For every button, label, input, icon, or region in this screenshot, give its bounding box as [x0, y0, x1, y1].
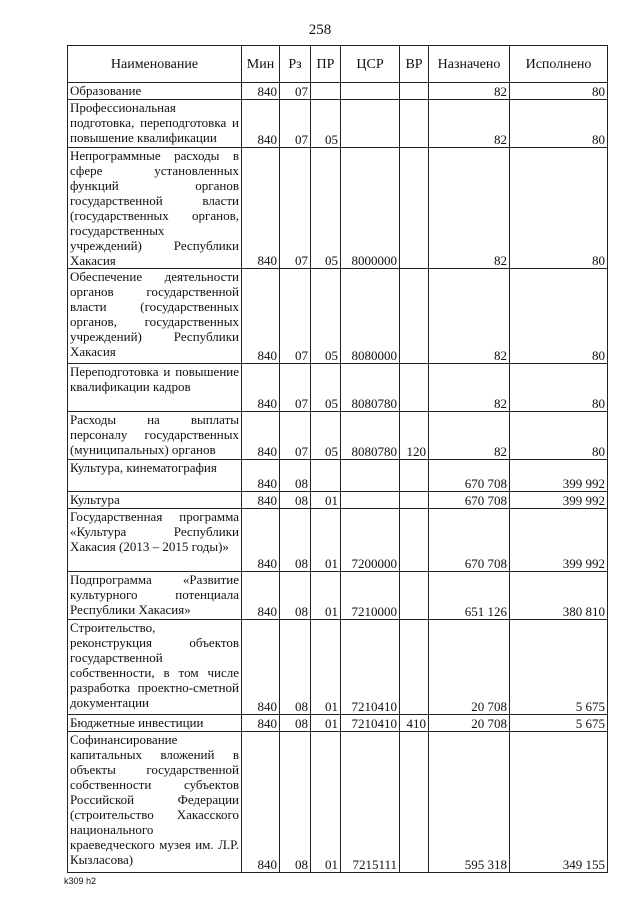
row-name: Культура [68, 492, 242, 509]
footer-code: k309 h2 [64, 876, 97, 886]
row-vr [400, 492, 429, 509]
row-min: 840 [242, 364, 280, 412]
table-row [68, 460, 608, 492]
table-row [68, 269, 608, 364]
row-assigned: 670 708 [429, 509, 510, 572]
row-name: Государственная программа «Культура Республики Хакасия (2013 – 2015 годы)» [68, 509, 242, 572]
row-assigned: 82 [429, 412, 510, 460]
row-assigned: 20 708 [429, 715, 510, 732]
row-name: Непрограммные расходы в сфере установленных функций органов государственной власти (государственных органов, государственных учреждений) Республики Хакасия [68, 148, 242, 269]
row-executed: 80 [510, 148, 608, 269]
row-csr [341, 100, 400, 148]
row-rz: 07 [280, 148, 311, 269]
row-assigned: 82 [429, 148, 510, 269]
row-vr [400, 148, 429, 269]
row-executed: 349 155 [510, 732, 608, 873]
row-rz: 08 [280, 509, 311, 572]
header-name: Наименование [68, 46, 242, 83]
row-name: Расходы на выплаты персоналу государственных (муниципальных) органов [68, 412, 242, 460]
row-name: Образование [68, 83, 242, 100]
table-row [68, 148, 608, 269]
row-name: Профессиональная подготовка, переподготовка и повышение квалификации [68, 100, 242, 148]
row-pr: 05 [311, 269, 341, 364]
table-row [68, 715, 608, 732]
row-assigned: 670 708 [429, 492, 510, 509]
row-vr [400, 509, 429, 572]
row-min: 840 [242, 492, 280, 509]
row-pr: 01 [311, 620, 341, 715]
row-rz: 07 [280, 269, 311, 364]
row-vr [400, 100, 429, 148]
table-row [68, 364, 608, 412]
row-min: 840 [242, 460, 280, 492]
row-csr: 7215111 [341, 732, 400, 873]
row-vr [400, 572, 429, 620]
row-executed: 5 675 [510, 620, 608, 715]
header-pr: ПР [311, 46, 341, 83]
row-min: 840 [242, 100, 280, 148]
row-vr [400, 269, 429, 364]
row-pr [311, 83, 341, 100]
row-rz: 08 [280, 572, 311, 620]
row-assigned: 82 [429, 364, 510, 412]
row-executed: 5 675 [510, 715, 608, 732]
header-csr: ЦСР [341, 46, 400, 83]
row-csr: 7200000 [341, 509, 400, 572]
row-pr: 01 [311, 732, 341, 873]
row-min: 840 [242, 732, 280, 873]
row-executed: 80 [510, 83, 608, 100]
row-vr: 410 [400, 715, 429, 732]
row-csr: 8080780 [341, 412, 400, 460]
row-pr: 01 [311, 715, 341, 732]
header-min: Мин [242, 46, 280, 83]
row-executed: 399 992 [510, 492, 608, 509]
header-vr: ВР [400, 46, 429, 83]
row-pr: 05 [311, 364, 341, 412]
table-row [68, 412, 608, 460]
row-min: 840 [242, 572, 280, 620]
row-executed: 399 992 [510, 460, 608, 492]
budget-table [67, 45, 608, 873]
row-min: 840 [242, 83, 280, 100]
row-csr: 8080000 [341, 269, 400, 364]
row-min: 840 [242, 269, 280, 364]
row-name: Бюджетные инвестиции [68, 715, 242, 732]
row-min: 840 [242, 412, 280, 460]
table-row [68, 620, 608, 715]
row-pr: 05 [311, 412, 341, 460]
row-executed: 380 810 [510, 572, 608, 620]
row-rz: 07 [280, 83, 311, 100]
row-rz: 08 [280, 620, 311, 715]
row-assigned: 82 [429, 100, 510, 148]
row-rz: 07 [280, 364, 311, 412]
table-row [68, 100, 608, 148]
header-rz: Рз [280, 46, 311, 83]
row-executed: 80 [510, 269, 608, 364]
row-executed: 80 [510, 412, 608, 460]
row-assigned: 20 708 [429, 620, 510, 715]
row-rz: 08 [280, 460, 311, 492]
row-vr: 120 [400, 412, 429, 460]
header-assigned: Назначено [429, 46, 510, 83]
row-min: 840 [242, 715, 280, 732]
page-number: 258 [308, 22, 332, 38]
row-assigned: 82 [429, 269, 510, 364]
row-pr: 01 [311, 572, 341, 620]
row-pr: 05 [311, 148, 341, 269]
table-row [68, 732, 608, 873]
row-assigned: 651 126 [429, 572, 510, 620]
row-vr [400, 83, 429, 100]
row-csr: 8000000 [341, 148, 400, 269]
row-csr [341, 83, 400, 100]
row-csr: 8080780 [341, 364, 400, 412]
row-min: 840 [242, 509, 280, 572]
row-csr: 7210410 [341, 620, 400, 715]
row-pr: 05 [311, 100, 341, 148]
row-name: Обеспечение деятельности органов государственной власти (государственных органов, государственных учреждений) Республики Хакасия [68, 269, 242, 364]
table-header-row [68, 46, 608, 83]
row-rz: 07 [280, 100, 311, 148]
row-executed: 80 [510, 364, 608, 412]
row-min: 840 [242, 620, 280, 715]
row-name: Строительство, реконструкция объектов государственной собственности, в том числе разработка проектно-сметной документации [68, 620, 242, 715]
row-name: Переподготовка и повышение квалификации кадров [68, 364, 242, 412]
row-rz: 07 [280, 412, 311, 460]
table-row [68, 509, 608, 572]
row-pr [311, 460, 341, 492]
row-pr: 01 [311, 509, 341, 572]
table-row [68, 572, 608, 620]
row-min: 840 [242, 148, 280, 269]
table-row [68, 492, 608, 509]
row-csr: 7210000 [341, 572, 400, 620]
row-assigned: 595 318 [429, 732, 510, 873]
row-pr: 01 [311, 492, 341, 509]
header-executed: Исполнено [510, 46, 608, 83]
row-name: Культура, кинематография [68, 460, 242, 492]
row-vr [400, 460, 429, 492]
row-rz: 08 [280, 732, 311, 873]
row-rz: 08 [280, 492, 311, 509]
row-name: Подпрограмма «Развитие культурного потенциала Республики Хакасия» [68, 572, 242, 620]
row-assigned: 670 708 [429, 460, 510, 492]
row-csr [341, 460, 400, 492]
row-vr [400, 732, 429, 873]
row-vr [400, 620, 429, 715]
row-csr: 7210410 [341, 715, 400, 732]
row-name: Софинансирование капитальных вложений в объекты государственной собственности субъектов Российской Федерации (строительство Хакасского национального краеведческого музея им. Л.Р. Кызласова) [68, 732, 242, 873]
table-row [68, 83, 608, 100]
row-assigned: 82 [429, 83, 510, 100]
row-rz: 08 [280, 715, 311, 732]
row-vr [400, 364, 429, 412]
row-csr [341, 492, 400, 509]
row-executed: 399 992 [510, 509, 608, 572]
row-executed: 80 [510, 100, 608, 148]
